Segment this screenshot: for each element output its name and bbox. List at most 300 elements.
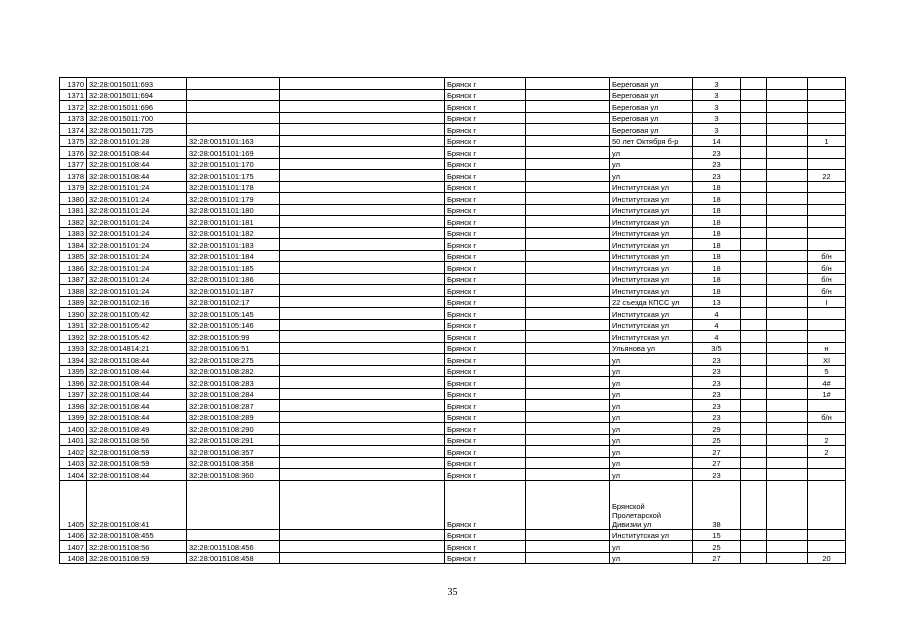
cell-empty-col-6	[526, 181, 610, 193]
cell-city: Брянск г	[445, 541, 526, 553]
cell-row-number: 1400	[60, 423, 87, 435]
cell-empty-col-9	[741, 227, 767, 239]
cell-house: 4	[693, 308, 741, 320]
cell-street: Институтская ул	[610, 308, 693, 320]
cell-empty-col-4	[280, 296, 445, 308]
table-row	[60, 423, 846, 435]
cell-empty-col-4	[280, 204, 445, 216]
cell-street: Институтская ул	[610, 262, 693, 274]
cell-empty-col-9	[741, 411, 767, 423]
cell-house: 23	[693, 158, 741, 170]
cell-object-number: 32:28:0015108:287	[187, 400, 280, 412]
cell-empty-col-9	[741, 112, 767, 124]
cell-row-number: 1393	[60, 342, 87, 354]
cell-row-number: 1405	[60, 480, 87, 529]
cell-empty-col-9	[741, 262, 767, 274]
cell-apartment: I	[808, 296, 846, 308]
cell-object-number	[187, 78, 280, 90]
cell-empty-col-4	[280, 411, 445, 423]
cell-empty-col-9	[741, 342, 767, 354]
cell-object-number: 32:28:0015108:289	[187, 411, 280, 423]
cell-empty-col-10	[767, 296, 808, 308]
cell-empty-col-6	[526, 296, 610, 308]
cell-house: 38	[693, 480, 741, 529]
cell-house: 27	[693, 446, 741, 458]
table-row	[60, 529, 846, 541]
cell-apartment	[808, 216, 846, 228]
cell-house: 13	[693, 296, 741, 308]
cell-cadastral-number: 32:28:0015108:44	[87, 377, 187, 389]
cell-row-number: 1377	[60, 158, 87, 170]
cell-apartment	[808, 89, 846, 101]
cell-empty-col-10	[767, 434, 808, 446]
cell-house: 18	[693, 273, 741, 285]
cell-empty-col-6	[526, 204, 610, 216]
cell-street: ул	[610, 434, 693, 446]
cell-empty-col-10	[767, 147, 808, 159]
cell-street: ул	[610, 388, 693, 400]
cell-empty-col-4	[280, 262, 445, 274]
cell-empty-col-6	[526, 250, 610, 262]
cell-cadastral-number: 32:28:0015105:42	[87, 331, 187, 343]
cell-row-number: 1374	[60, 124, 87, 136]
cell-empty-col-4	[280, 423, 445, 435]
cell-empty-col-6	[526, 457, 610, 469]
cell-empty-col-10	[767, 400, 808, 412]
cell-cadastral-number: 32:28:0015105:42	[87, 308, 187, 320]
cell-apartment: б/н	[808, 250, 846, 262]
cell-cadastral-number: 32:28:0015108:44	[87, 411, 187, 423]
cell-city: Брянск г	[445, 400, 526, 412]
cell-row-number: 1398	[60, 400, 87, 412]
cell-empty-col-4	[280, 239, 445, 251]
cell-empty-col-6	[526, 319, 610, 331]
cell-empty-col-6	[526, 331, 610, 343]
cell-row-number: 1375	[60, 135, 87, 147]
table-body	[60, 78, 846, 564]
cell-cadastral-number: 32:28:0015011:700	[87, 112, 187, 124]
cell-apartment: 2	[808, 446, 846, 458]
cell-city: Брянск г	[445, 434, 526, 446]
cell-empty-col-4	[280, 529, 445, 541]
cell-house: 23	[693, 365, 741, 377]
cell-street: Брянской Пролетарской Дивизии ул	[610, 480, 693, 529]
cell-street: 50 лет Октября б-р	[610, 135, 693, 147]
cell-cadastral-number: 32:28:0015108:44	[87, 400, 187, 412]
cell-object-number	[187, 124, 280, 136]
cell-cadastral-number: 32:28:0015108:49	[87, 423, 187, 435]
property-table	[59, 77, 846, 564]
cell-row-number: 1383	[60, 227, 87, 239]
cell-empty-col-6	[526, 112, 610, 124]
cell-city: Брянск г	[445, 181, 526, 193]
cell-row-number: 1380	[60, 193, 87, 205]
cell-empty-col-9	[741, 529, 767, 541]
cell-apartment	[808, 181, 846, 193]
cell-object-number: 32:28:0015108:458	[187, 552, 280, 564]
cell-city: Брянск г	[445, 89, 526, 101]
cell-street: ул	[610, 411, 693, 423]
cell-city: Брянск г	[445, 388, 526, 400]
cell-empty-col-6	[526, 342, 610, 354]
cell-city: Брянск г	[445, 285, 526, 297]
cell-apartment	[808, 331, 846, 343]
cell-empty-col-4	[280, 331, 445, 343]
cell-empty-col-6	[526, 170, 610, 182]
cell-row-number: 1390	[60, 308, 87, 320]
cell-city: Брянск г	[445, 78, 526, 90]
cell-house: 18	[693, 216, 741, 228]
cell-house: 4	[693, 319, 741, 331]
cell-row-number: 1387	[60, 273, 87, 285]
cell-house: 3	[693, 124, 741, 136]
cell-object-number: 32:28:0015102:17	[187, 296, 280, 308]
cell-row-number: 1381	[60, 204, 87, 216]
cell-object-number: 32:28:0015108:284	[187, 388, 280, 400]
cell-object-number: 32:28:0015108:358	[187, 457, 280, 469]
cell-house: 18	[693, 227, 741, 239]
table-row	[60, 147, 846, 159]
cell-city: Брянск г	[445, 331, 526, 343]
cell-empty-col-9	[741, 308, 767, 320]
cell-house: 4	[693, 331, 741, 343]
table-row	[60, 135, 846, 147]
cell-house: 25	[693, 541, 741, 553]
cell-city: Брянск г	[445, 529, 526, 541]
cell-house: 27	[693, 457, 741, 469]
table-row	[60, 101, 846, 113]
cell-apartment: 2	[808, 434, 846, 446]
cell-empty-col-10	[767, 273, 808, 285]
cell-empty-col-6	[526, 216, 610, 228]
cell-empty-col-6	[526, 434, 610, 446]
table-row	[60, 469, 846, 481]
cell-city: Брянск г	[445, 469, 526, 481]
cell-street: 22 съезда КПСС ул	[610, 296, 693, 308]
table-row	[60, 457, 846, 469]
table-row	[60, 158, 846, 170]
cell-house: 29	[693, 423, 741, 435]
cell-empty-col-4	[280, 181, 445, 193]
cell-empty-col-6	[526, 308, 610, 320]
cell-empty-col-6	[526, 227, 610, 239]
cell-empty-col-10	[767, 411, 808, 423]
cell-street: Береговая ул	[610, 124, 693, 136]
cell-empty-col-10	[767, 239, 808, 251]
cell-empty-col-10	[767, 204, 808, 216]
cell-row-number: 1406	[60, 529, 87, 541]
cell-cadastral-number: 32:28:0015108:455	[87, 529, 187, 541]
cell-row-number: 1384	[60, 239, 87, 251]
cell-cadastral-number: 32:28:0015108:44	[87, 158, 187, 170]
cell-empty-col-4	[280, 480, 445, 529]
cell-house: 18	[693, 285, 741, 297]
cell-house: 18	[693, 239, 741, 251]
cell-cadastral-number: 32:28:0015101:28	[87, 135, 187, 147]
cell-row-number: 1391	[60, 319, 87, 331]
cell-empty-col-4	[280, 78, 445, 90]
cell-empty-col-9	[741, 541, 767, 553]
cell-apartment: 5	[808, 365, 846, 377]
table-row	[60, 377, 846, 389]
cell-empty-col-10	[767, 423, 808, 435]
cell-apartment	[808, 158, 846, 170]
cell-street: Ульянова ул	[610, 342, 693, 354]
cell-empty-col-6	[526, 239, 610, 251]
cell-street: ул	[610, 469, 693, 481]
cell-object-number: 32:28:0015101:179	[187, 193, 280, 205]
cell-empty-col-10	[767, 388, 808, 400]
cell-cadastral-number: 32:28:0015011:694	[87, 89, 187, 101]
cell-city: Брянск г	[445, 342, 526, 354]
cell-city: Брянск г	[445, 227, 526, 239]
cell-empty-col-9	[741, 377, 767, 389]
cell-empty-col-6	[526, 135, 610, 147]
cell-empty-col-10	[767, 158, 808, 170]
cell-cadastral-number: 32:28:0015011:725	[87, 124, 187, 136]
cell-street: ул	[610, 457, 693, 469]
table-row	[60, 239, 846, 251]
cell-house: 23	[693, 147, 741, 159]
table-row	[60, 446, 846, 458]
cell-apartment	[808, 204, 846, 216]
cell-cadastral-number: 32:28:0015108:44	[87, 354, 187, 366]
cell-cadastral-number: 32:28:0015108:44	[87, 170, 187, 182]
cell-object-number: 32:28:0015101:184	[187, 250, 280, 262]
cell-empty-col-4	[280, 457, 445, 469]
cell-row-number: 1372	[60, 101, 87, 113]
cell-apartment: 22	[808, 170, 846, 182]
cell-empty-col-6	[526, 541, 610, 553]
table-row	[60, 541, 846, 553]
cell-empty-col-9	[741, 193, 767, 205]
cell-cadastral-number: 32:28:0015011:693	[87, 78, 187, 90]
cell-apartment	[808, 308, 846, 320]
cell-object-number	[187, 101, 280, 113]
cell-house: 23	[693, 411, 741, 423]
cell-empty-col-10	[767, 342, 808, 354]
cell-empty-col-10	[767, 101, 808, 113]
cell-street: ул	[610, 552, 693, 564]
cell-empty-col-4	[280, 469, 445, 481]
cell-object-number: 32:28:0015105:146	[187, 319, 280, 331]
cell-house: 27	[693, 552, 741, 564]
cell-row-number: 1392	[60, 331, 87, 343]
cell-empty-col-9	[741, 469, 767, 481]
cell-street: Институтская ул	[610, 227, 693, 239]
cell-empty-col-4	[280, 319, 445, 331]
cell-empty-col-9	[741, 170, 767, 182]
cell-empty-col-6	[526, 377, 610, 389]
cell-object-number: 32:28:0015101:187	[187, 285, 280, 297]
cell-empty-col-10	[767, 181, 808, 193]
cell-object-number: 32:28:0015101:186	[187, 273, 280, 285]
cell-city: Брянск г	[445, 239, 526, 251]
cell-empty-col-6	[526, 124, 610, 136]
cell-object-number	[187, 480, 280, 529]
cell-empty-col-10	[767, 285, 808, 297]
cell-empty-col-10	[767, 135, 808, 147]
cell-street: Институтская ул	[610, 529, 693, 541]
cell-row-number: 1373	[60, 112, 87, 124]
cell-empty-col-10	[767, 331, 808, 343]
cell-empty-col-6	[526, 354, 610, 366]
cell-apartment: б/н	[808, 411, 846, 423]
cell-empty-col-4	[280, 89, 445, 101]
cell-empty-col-6	[526, 411, 610, 423]
cell-object-number: 32:28:0015108:282	[187, 365, 280, 377]
cell-empty-col-10	[767, 469, 808, 481]
cell-empty-col-4	[280, 342, 445, 354]
cell-city: Брянск г	[445, 250, 526, 262]
cell-street: ул	[610, 354, 693, 366]
table-row	[60, 388, 846, 400]
cell-city: Брянск г	[445, 112, 526, 124]
cell-row-number: 1379	[60, 181, 87, 193]
table-row	[60, 552, 846, 564]
cell-object-number	[187, 112, 280, 124]
cell-empty-col-10	[767, 354, 808, 366]
table-row	[60, 227, 846, 239]
cell-house: 3	[693, 89, 741, 101]
cell-city: Брянск г	[445, 446, 526, 458]
cell-apartment	[808, 147, 846, 159]
cell-empty-col-9	[741, 124, 767, 136]
cell-object-number: 32:28:0015101:169	[187, 147, 280, 159]
cell-house: 3	[693, 78, 741, 90]
cell-city: Брянск г	[445, 319, 526, 331]
cell-empty-col-9	[741, 216, 767, 228]
cell-empty-col-9	[741, 446, 767, 458]
cell-empty-col-4	[280, 193, 445, 205]
cell-object-number: 32:28:0015101:185	[187, 262, 280, 274]
cell-row-number: 1399	[60, 411, 87, 423]
cell-row-number: 1385	[60, 250, 87, 262]
cell-empty-col-9	[741, 434, 767, 446]
cell-row-number: 1382	[60, 216, 87, 228]
cell-empty-col-10	[767, 262, 808, 274]
cell-object-number: 32:28:0015108:275	[187, 354, 280, 366]
cell-empty-col-9	[741, 181, 767, 193]
cell-empty-col-6	[526, 529, 610, 541]
cell-row-number: 1401	[60, 434, 87, 446]
cell-empty-col-9	[741, 400, 767, 412]
cell-cadastral-number: 32:28:0015108:59	[87, 457, 187, 469]
cell-row-number: 1376	[60, 147, 87, 159]
cell-object-number: 32:28:0015101:178	[187, 181, 280, 193]
cell-empty-col-9	[741, 250, 767, 262]
table-row	[60, 319, 846, 331]
cell-apartment	[808, 193, 846, 205]
cell-empty-col-10	[767, 216, 808, 228]
cell-city: Брянск г	[445, 308, 526, 320]
cell-street: ул	[610, 158, 693, 170]
cell-street: Институтская ул	[610, 181, 693, 193]
cell-empty-col-6	[526, 273, 610, 285]
cell-row-number: 1371	[60, 89, 87, 101]
cell-city: Брянск г	[445, 552, 526, 564]
cell-empty-col-9	[741, 273, 767, 285]
cell-apartment: б/н	[808, 273, 846, 285]
cell-empty-col-4	[280, 285, 445, 297]
cell-empty-col-10	[767, 250, 808, 262]
cell-street: ул	[610, 446, 693, 458]
cell-empty-col-10	[767, 124, 808, 136]
cell-empty-col-6	[526, 423, 610, 435]
cell-city: Брянск г	[445, 480, 526, 529]
cell-empty-col-9	[741, 101, 767, 113]
table-row	[60, 342, 846, 354]
table-row	[60, 89, 846, 101]
cell-cadastral-number: 32:28:0015108:44	[87, 469, 187, 481]
cell-cadastral-number: 32:28:0015101:24	[87, 239, 187, 251]
cell-street: Институтская ул	[610, 193, 693, 205]
cell-house: 23	[693, 388, 741, 400]
cell-apartment	[808, 112, 846, 124]
cell-street: Береговая ул	[610, 89, 693, 101]
cell-house: 3	[693, 101, 741, 113]
cell-empty-col-6	[526, 400, 610, 412]
cell-empty-col-10	[767, 457, 808, 469]
table-row	[60, 204, 846, 216]
cell-empty-col-6	[526, 89, 610, 101]
cell-empty-col-10	[767, 227, 808, 239]
cell-street: Институтская ул	[610, 319, 693, 331]
table-row	[60, 250, 846, 262]
cell-house: 23	[693, 469, 741, 481]
cell-city: Брянск г	[445, 365, 526, 377]
cell-house: 23	[693, 377, 741, 389]
table-row	[60, 308, 846, 320]
cell-apartment	[808, 101, 846, 113]
cell-street: Институтская ул	[610, 273, 693, 285]
cell-street: Институтская ул	[610, 331, 693, 343]
table-row	[60, 331, 846, 343]
table-row	[60, 354, 846, 366]
cell-apartment	[808, 227, 846, 239]
cell-empty-col-6	[526, 446, 610, 458]
cell-object-number: 32:28:0015101:170	[187, 158, 280, 170]
cell-empty-col-10	[767, 319, 808, 331]
cell-empty-col-6	[526, 480, 610, 529]
cell-empty-col-6	[526, 147, 610, 159]
cell-object-number: 32:28:0015101:175	[187, 170, 280, 182]
cell-empty-col-9	[741, 89, 767, 101]
cell-city: Брянск г	[445, 135, 526, 147]
cell-row-number: 1402	[60, 446, 87, 458]
cell-house: 18	[693, 250, 741, 262]
cell-empty-col-4	[280, 250, 445, 262]
cell-street: Береговая ул	[610, 112, 693, 124]
cell-empty-col-9	[741, 388, 767, 400]
cell-cadastral-number: 32:28:0015108:56	[87, 541, 187, 553]
cell-empty-col-9	[741, 135, 767, 147]
cell-empty-col-6	[526, 262, 610, 274]
cell-cadastral-number: 32:28:0015101:24	[87, 250, 187, 262]
cell-empty-col-10	[767, 89, 808, 101]
cell-street: ул	[610, 400, 693, 412]
cell-cadastral-number: 32:28:0015108:44	[87, 147, 187, 159]
cell-house: 14	[693, 135, 741, 147]
cell-empty-col-4	[280, 354, 445, 366]
cell-apartment	[808, 469, 846, 481]
table-row	[60, 434, 846, 446]
cell-empty-col-4	[280, 365, 445, 377]
cell-empty-col-4	[280, 216, 445, 228]
cell-apartment: б/н	[808, 285, 846, 297]
table-row	[60, 181, 846, 193]
cell-apartment	[808, 423, 846, 435]
